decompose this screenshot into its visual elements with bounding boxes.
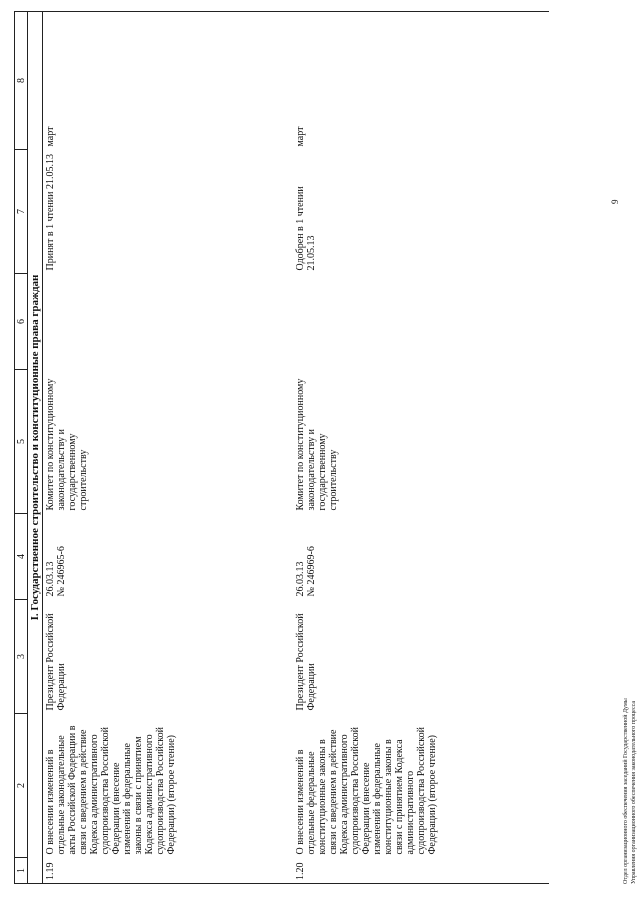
footer-directorate: Управления организационного обеспечения законодательного процесса	[631, 700, 637, 884]
column-header: 6	[15, 274, 28, 370]
column-header: 7	[15, 150, 28, 274]
bill-initiator: Президент Российской Федерации	[294, 613, 317, 711]
document-page	[14, 12, 640, 884]
page-footer	[622, 698, 638, 884]
responsible-committee: Комитет по конституционному законодательству и государственному строительству	[45, 378, 89, 511]
column-header: 4	[15, 514, 28, 600]
table-row	[43, 12, 293, 884]
footer-department: Отдел организационного обеспечения заседаний Государственной Думы	[623, 698, 629, 884]
bill-status: Принят в 1 чтении 21.05.13	[45, 153, 56, 271]
registration-number: № 246969-6	[305, 546, 317, 597]
planned-month: март	[293, 12, 549, 150]
bill-title: О внесении изменений в отдельные федеральные конституционные законы в связи с введением в действие Кодекса административного судопроизводства Российской Федерации (внесение изменений в федеральные конституционные законы в связи с принятием Кодекса административного судопроизводства Российской Федерации) (второе чтение)	[294, 727, 438, 855]
section-title: I. Государственное строительство и конституционные права граждан	[28, 12, 43, 884]
bills-table	[14, 11, 549, 884]
table-row	[293, 12, 549, 884]
registration-number: № 246965-6	[56, 546, 67, 597]
section-row	[28, 12, 43, 884]
column-header: 2	[15, 714, 28, 858]
column-6-cell	[43, 274, 293, 370]
column-header: 3	[15, 600, 28, 714]
column-6-cell	[293, 274, 549, 370]
responsible-committee: Комитет по конституционному законодательству и государственному строительству	[294, 378, 339, 511]
bill-initiator: Президент Российской Федерации	[45, 613, 67, 711]
page-number: 9	[610, 199, 620, 204]
bill-registration	[43, 514, 293, 600]
planned-month: март	[43, 12, 293, 150]
bill-status: Одобрен в 1 чтении 21.05.13	[294, 186, 317, 271]
column-header: 8	[15, 12, 28, 150]
row-number: 1.19	[43, 858, 293, 884]
column-header: 1	[15, 858, 28, 884]
bill-registration	[293, 514, 549, 600]
column-header: 5	[15, 370, 28, 514]
registration-date: 26.03.13	[294, 561, 306, 597]
row-number: 1.20	[293, 858, 549, 884]
bill-title: О внесении изменений в отдельные законодательные акты Российской Федерации в связи с введением в действие Кодекса административного судопроизводства Российской Федерации (внесение изменений в федеральные законы в связи с принятием Кодекса административного судопроизводства Российской Федерации) (второе чтение)	[45, 725, 177, 855]
registration-date: 26.03.13	[45, 561, 56, 597]
column-number-row	[15, 12, 28, 884]
